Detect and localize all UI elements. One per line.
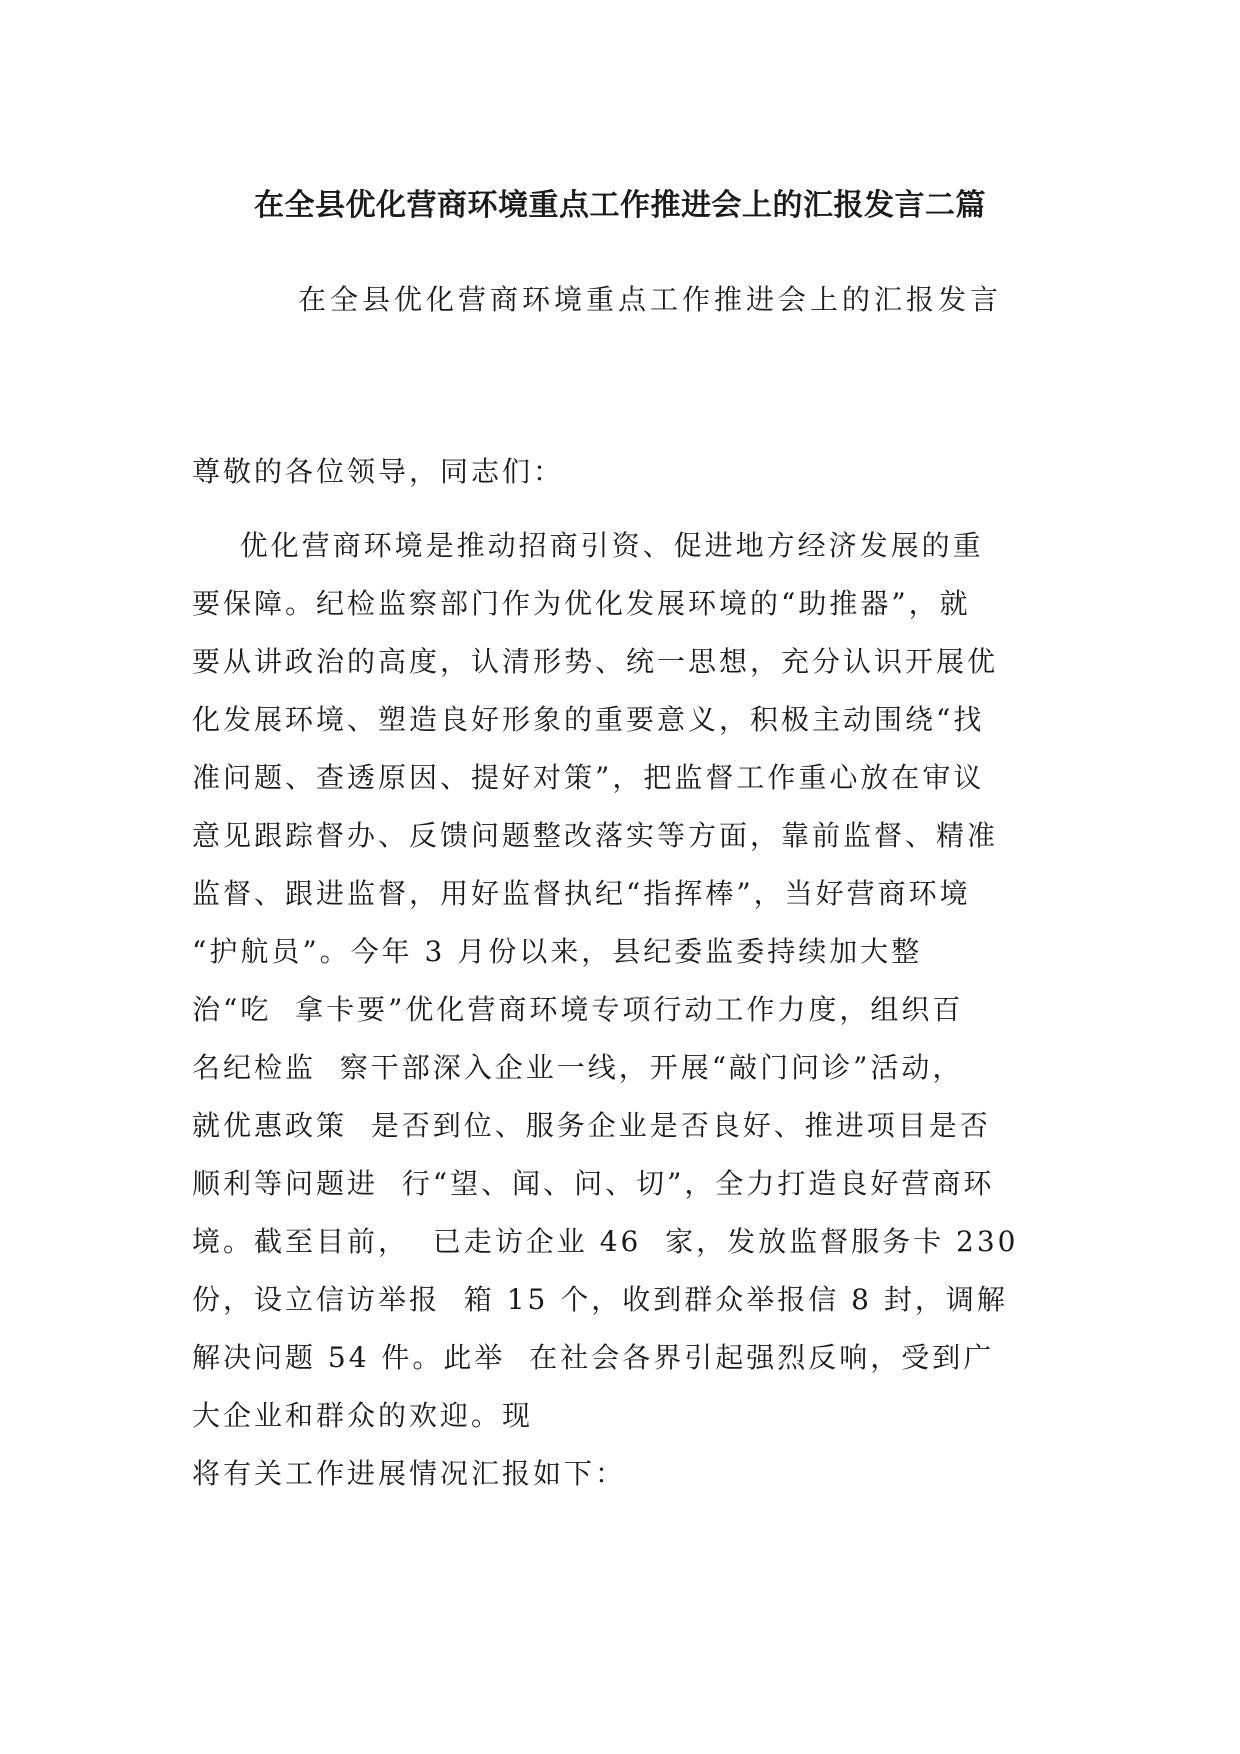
body-line: 监督、跟进监督，用好监督执纪“指挥棒”，当好营商环境 [192,877,971,910]
body-line: “护航员”。今年 3 月份以来，县纪委监委持续加大整 [192,935,923,968]
body-line: 意见跟踪督办、反馈问题整改落实等方面，靠前监督、精准 [192,819,999,852]
body-line: 名纪检监 察干部深入企业一线，开展“敲门问诊”活动， [192,1051,964,1084]
body-line: 将有关工作进展情况汇报如下： [192,1457,627,1490]
body-line: 要从讲政治的高度，认清形势、统一思想，充分认识开展优 [192,645,999,678]
body-line: 治“吃 拿卡要”优化营商环境专项行动工作力度，组织百 [192,993,964,1026]
document-body [192,443,1072,1503]
document-subtitle: 在全县优化营商环境重点工作推进会上的汇报发言 [297,283,1002,316]
body-line: 解决问题 54 件。此举 在社会各界引起强烈反响，受到广 [192,1341,995,1374]
body-line: 准问题、查透原因、提好对策”，把监督工作重心放在审议 [192,761,985,794]
body-line: 份，设立信访举报 箱 15 个，收到群众举报信 8 封，调解 [192,1283,1008,1316]
body-line: 境。截至目前， 已走访企业 46 家，发放监督服务卡 230 [192,1225,1019,1258]
body-line: 顺利等问题进 行“望、闻、问、切”，全力打造良好营商环 [192,1167,995,1200]
body-line: 就优惠政策 是否到位、服务企业是否良好、推进项目是否 [192,1109,991,1142]
body-line: 化发展环境、塑造良好形象的重要意义，积极主动围绕“找 [192,703,985,736]
salutation-line: 尊敬的各位领导，同志们： [192,455,565,488]
body-line: 大企业和群众的欢迎。现 [192,1399,534,1432]
document-title: 在全县优化营商环境重点工作推进会上的汇报发言二篇 [254,188,986,223]
body-line: 优化营商环境是推动招商引资、促进地方经济发展的重 [192,529,984,562]
body-line: 要保障。纪检监察部门作为优化发展环境的“助推器”，就 [192,587,971,620]
